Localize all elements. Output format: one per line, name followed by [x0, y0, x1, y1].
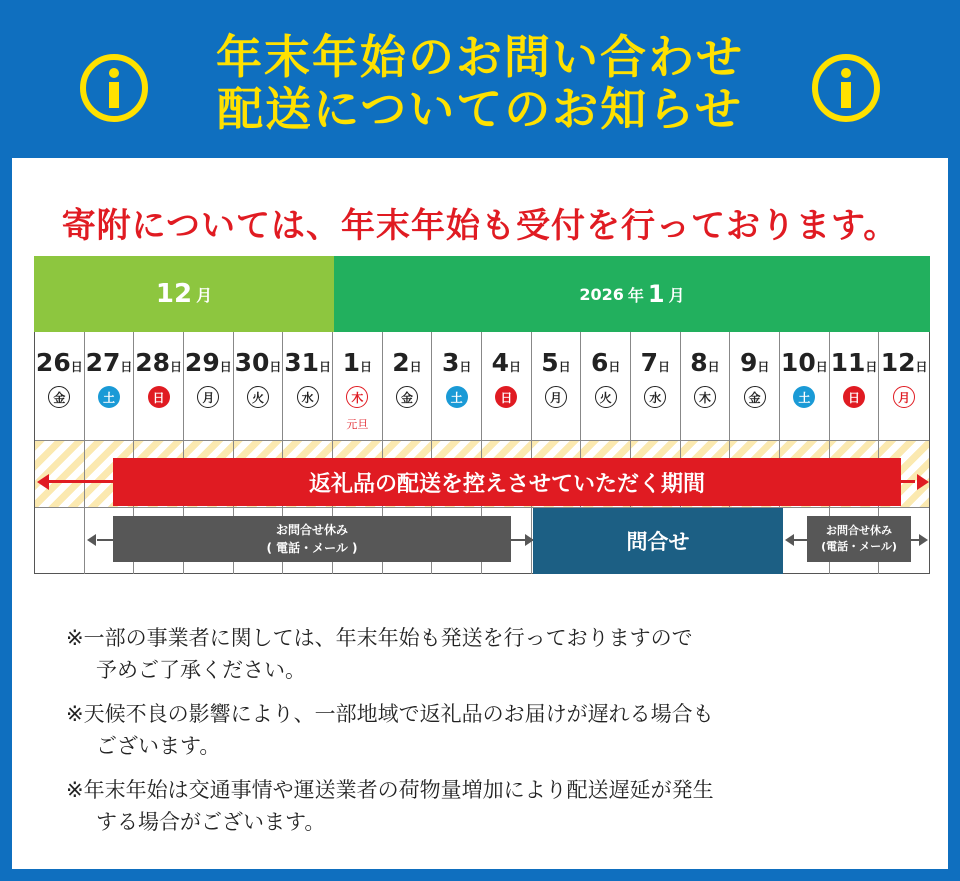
day-unit: 日	[409, 360, 422, 374]
day-unit: 日	[915, 360, 928, 374]
inquiry-closed-sub: (電話・メール)	[821, 540, 897, 553]
day-number-value: 29	[184, 348, 220, 377]
weekday-badge: 日	[495, 386, 517, 408]
day-number	[681, 348, 730, 377]
inquiry-closed-bar	[113, 516, 511, 562]
note-item	[66, 774, 926, 838]
weekday-badge: 木	[346, 386, 368, 408]
weekday-badge: 金	[48, 386, 70, 408]
header-banner	[0, 0, 960, 158]
weekday-badge: 金	[744, 386, 766, 408]
inquiry-closed-sub: ( 電話・メール )	[266, 541, 358, 555]
weekday-badge: 月	[893, 386, 915, 408]
inquiry-closed-label: お問合せ休み	[275, 523, 348, 537]
weekday-badge: 火	[595, 386, 617, 408]
day-unit: 日	[459, 360, 472, 374]
calendar	[34, 256, 930, 574]
day-unit: 日	[707, 360, 720, 374]
day-number	[432, 348, 481, 377]
day-number-value: 27	[85, 348, 121, 377]
day-number	[85, 348, 134, 377]
headline: 寄附については、年末年始も受付を行っております。	[61, 206, 899, 246]
page-title-line2: 配送についてのお知らせ	[217, 82, 743, 136]
day-number	[482, 348, 531, 377]
arrow-left-icon	[37, 474, 49, 490]
day-number	[234, 348, 283, 377]
day-number-value: 3	[441, 348, 460, 377]
day-number	[780, 348, 829, 377]
day-number	[333, 348, 382, 377]
weekday-badge: 火	[247, 386, 269, 408]
arrow-left-icon	[87, 534, 96, 546]
month-header-december	[34, 256, 334, 332]
weekday-badge: 水	[644, 386, 666, 408]
shipping-pause-bar: 返礼品の配送を控えさせていただく期間	[113, 458, 901, 506]
day-number	[283, 348, 332, 377]
day-unit: 日	[70, 360, 83, 374]
day-number	[631, 348, 680, 377]
weekday-badge: 金	[396, 386, 418, 408]
day-unit: 日	[757, 360, 770, 374]
day-unit: 日	[658, 360, 671, 374]
info-icon	[810, 52, 882, 124]
year-number: 2026	[579, 284, 624, 304]
arrow-right-icon	[917, 474, 929, 490]
day-number-value: 7	[640, 348, 659, 377]
weekday-badge: 日	[843, 386, 865, 408]
page-title-line1: 年末年始のお問い合わせ	[216, 30, 744, 84]
day-number	[134, 348, 183, 377]
day-unit: 日	[865, 360, 878, 374]
note-line: ※天候不良の影響により、一部地域で返礼品のお届けが遅れる場合も	[66, 702, 714, 726]
weekday-badge: 水	[297, 386, 319, 408]
day-number-value: 11	[830, 348, 866, 377]
day-number	[383, 348, 432, 377]
day-number-value: 26	[35, 348, 71, 377]
day-number	[532, 348, 581, 377]
month-number: 1	[647, 280, 665, 308]
day-number	[184, 348, 233, 377]
weekday-badge: 土	[446, 386, 468, 408]
notes	[66, 622, 926, 850]
weekday-badge: 土	[98, 386, 120, 408]
day-unit: 日	[509, 360, 522, 374]
note-line: する場合がございます。	[96, 810, 326, 834]
day-number-value: 31	[284, 348, 320, 377]
day-number-value: 30	[234, 348, 270, 377]
day-unit: 日	[360, 360, 373, 374]
day-number	[581, 348, 630, 377]
day-unit: 日	[219, 360, 232, 374]
day-number-value: 5	[541, 348, 559, 377]
day-column	[35, 332, 85, 574]
day-number-value: 12	[880, 348, 916, 377]
note-line: 予めご了承ください。	[96, 658, 306, 682]
weekday-badge: 日	[148, 386, 170, 408]
day-number	[830, 348, 879, 377]
day-number-value: 8	[690, 348, 708, 377]
day-number-value: 9	[739, 348, 758, 377]
day-number-value: 28	[135, 348, 171, 377]
day-number	[879, 348, 929, 377]
day-number	[35, 348, 84, 377]
day-number-value: 4	[491, 348, 510, 377]
note-line: ※一部の事業者に関しては、年末年始も発送を行っておりますので	[66, 626, 693, 650]
note-item	[66, 622, 926, 686]
content-panel	[12, 158, 948, 869]
month-header-january	[334, 256, 930, 332]
day-unit: 日	[558, 360, 571, 374]
day-unit: 日	[269, 360, 282, 374]
day-number-value: 2	[392, 348, 410, 377]
note-item	[66, 698, 926, 762]
day-number-value: 6	[590, 348, 609, 377]
day-number-value: 1	[342, 348, 361, 377]
weekday-badge: 土	[793, 386, 815, 408]
inquiry-closed-label: お問合せ休み	[826, 523, 892, 537]
day-number-value: 10	[780, 348, 816, 377]
weekday-badge: 月	[545, 386, 567, 408]
arrow-left-icon	[785, 534, 794, 546]
inquiry-closed-bar-2	[807, 516, 911, 562]
day-unit: 日	[815, 360, 828, 374]
month-number: 12	[155, 279, 193, 309]
day-unit: 日	[170, 360, 183, 374]
month-unit: 月	[668, 285, 685, 305]
day-number	[730, 348, 779, 377]
day-unit: 日	[319, 360, 332, 374]
day-unit: 日	[120, 360, 133, 374]
month-unit: 月	[196, 285, 213, 305]
calendar-grid	[34, 332, 930, 574]
year-unit: 年	[627, 285, 644, 305]
note-line: ※年末年始は交通事情や運送業者の荷物量増加により配送遅延が発生	[66, 778, 714, 802]
inquiry-open-box: 問合せ	[533, 508, 783, 574]
day-unit: 日	[608, 360, 621, 374]
holiday-note: 元旦	[346, 418, 369, 431]
arrow-right-icon	[919, 534, 928, 546]
weekday-badge: 月	[197, 386, 219, 408]
note-line: ございます。	[96, 734, 221, 758]
weekday-badge: 木	[694, 386, 716, 408]
